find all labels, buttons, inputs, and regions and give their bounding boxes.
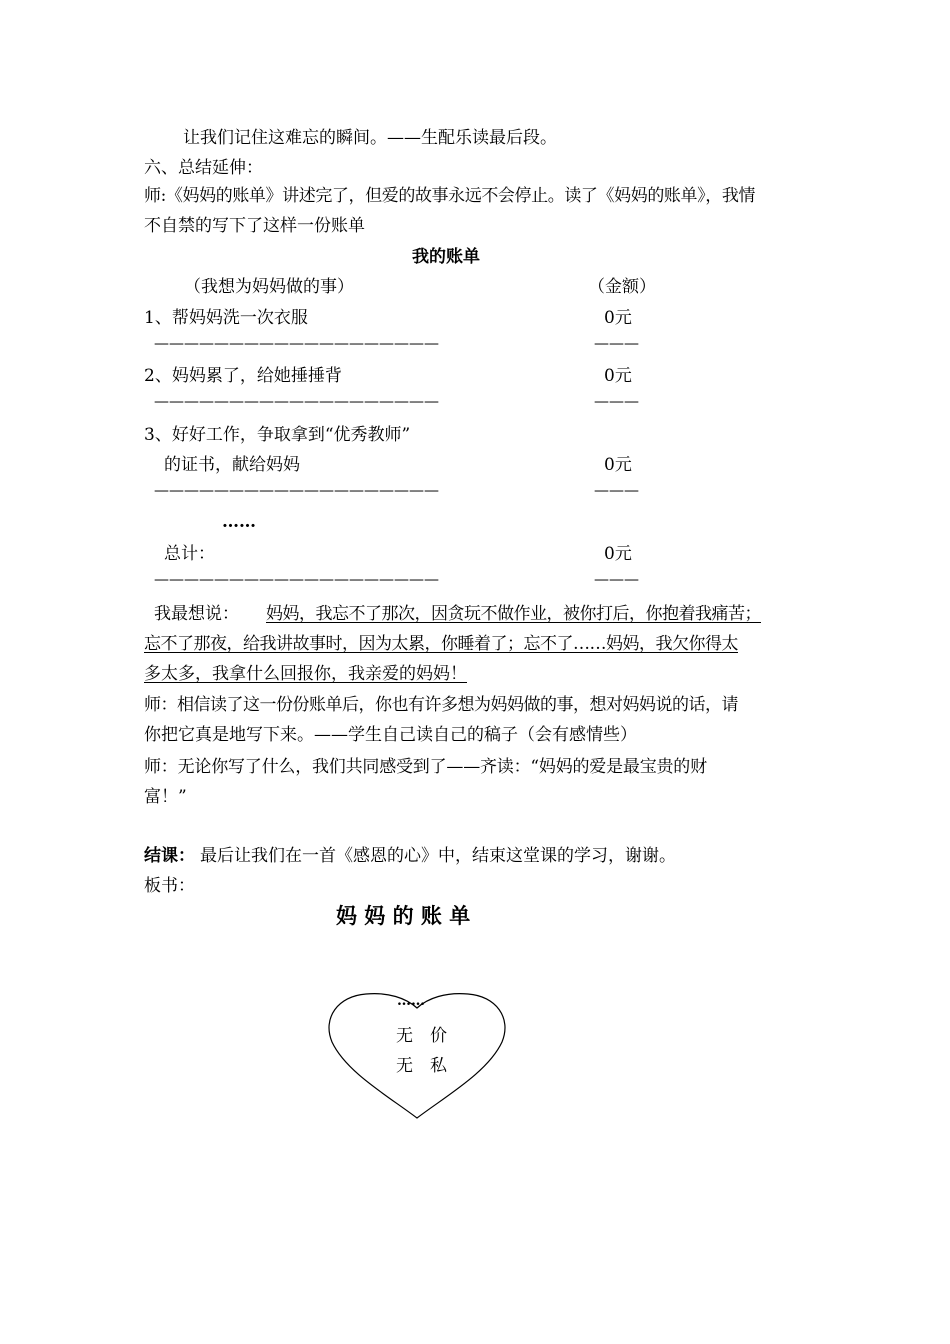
teacher-line: 师：无论你写了什么，我们共同感受到了——齐读：“妈妈的爱是最宝贵的财 [144, 757, 707, 777]
bill-item-text: 1、帮妈妈洗一次衣服 [144, 308, 308, 328]
bill-total-label: 总计： [164, 544, 215, 564]
teacher-line: 你把它真是地写下来。——学生自己读自己的稿子（会有感情些） [144, 725, 637, 745]
bill-title: 我的账单 [412, 247, 480, 267]
bill-dash-left: ——————————————————— [154, 570, 439, 588]
bill-ellipsis: …… [222, 512, 256, 532]
bill-dash-right: ——— [594, 392, 639, 410]
text-line: 不自禁的写下了这样一份账单 [144, 216, 365, 236]
closing-text: 最后让我们在一首《感恩的心》中，结束这堂课的学习，谢谢。 [200, 846, 676, 866]
bill-dash-left: ——————————————————— [154, 334, 439, 352]
bill-item-text: 3、好好工作，争取拿到“优秀教师” [144, 425, 411, 445]
teacher-line: 富！” [144, 787, 187, 807]
teacher-line: 师：相信读了这一份份账单后，你也有许多想为妈妈做的事，想对妈妈说的话，请 [144, 695, 738, 715]
bill-item-text-continued: 的证书，献给妈妈 [164, 455, 300, 475]
heart-dots: …… [397, 993, 425, 1009]
bill-item-amount: 0元 [604, 455, 632, 475]
want-say-line: 妈妈，我忘不了那次，因贪玩不做作业，被你打后，你抱着我痛苦； [266, 604, 761, 624]
section-heading: 六、总结延伸： [144, 158, 263, 178]
heart-line: 无 私 [396, 1056, 447, 1076]
want-say-line: 多太多，我拿什么回报你，我亲爱的妈妈！ [144, 664, 467, 684]
bill-item-amount: 0元 [604, 308, 632, 328]
bill-dash-left: ——————————————————— [154, 392, 439, 410]
text-line: 让我们记住这难忘的瞬间。——生配乐读最后段。 [183, 128, 557, 148]
bill-dash-right: ——— [594, 481, 639, 499]
bill-column-right: （金额） [588, 277, 656, 297]
heart-line: 无 价 [396, 1026, 447, 1046]
bill-column-left: （我想为妈妈做的事） [184, 277, 354, 297]
text-line: 师:《妈妈的账单》讲述完了，但爱的故事永远不会停止。读了《妈妈的账单》，我情 [144, 186, 756, 206]
bill-item-text: 2、妈妈累了，给她捶捶背 [144, 366, 342, 386]
board-title: 妈 妈 的 账 单 [336, 903, 471, 928]
bill-item-amount: 0元 [604, 366, 632, 386]
want-say-label: 我最想说： [154, 604, 239, 624]
bill-dash-right: ——— [594, 570, 639, 588]
want-say-line: 忘不了那夜，给我讲故事时，因为太累，你睡着了；忘不了……妈妈，我欠你得太 [144, 634, 738, 654]
board-label: 板书： [144, 876, 195, 896]
bill-dash-left: ——————————————————— [154, 481, 439, 499]
bill-total-amount: 0元 [604, 544, 632, 564]
closing-label: 结课： [144, 846, 195, 866]
bill-dash-right: ——— [594, 334, 639, 352]
